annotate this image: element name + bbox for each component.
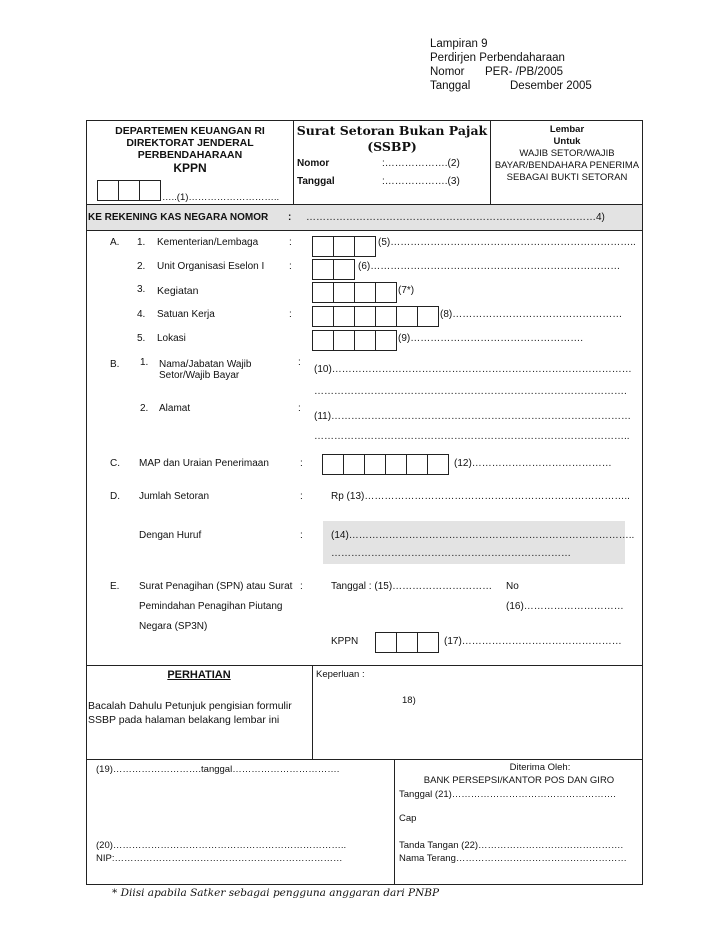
b2-label: Alamat	[159, 403, 191, 414]
a5-name-field: (9)…………………………………………….	[398, 333, 583, 344]
nomor-label: Nomor	[430, 66, 465, 78]
regulation-label: Perdirjen Perbendaharaan	[430, 52, 565, 64]
divider	[490, 120, 491, 204]
a4-name-field: (8)……………………………………………	[440, 309, 623, 320]
b1-number: 1.	[140, 357, 149, 368]
b1-name-field-line2: ………………………………………………………………………………….	[314, 386, 627, 397]
rekening-colon: :	[288, 212, 292, 223]
rekening-number-field: ……………………………………………………………………………4)	[306, 212, 605, 223]
d-huruf-field-line2: ………………………………………………………………	[331, 548, 571, 559]
form-subtitle: (SSBP)	[367, 139, 417, 154]
tanggal-value: Desember 2005	[510, 80, 592, 92]
perhatian-text-line2: SSBP pada halaman belakang lembar ini	[88, 714, 280, 726]
a1-colon: :	[289, 237, 292, 248]
divider	[86, 759, 643, 760]
divider	[394, 759, 395, 885]
a2-code-boxes[interactable]	[312, 259, 354, 279]
attachment-label: Lampiran 9	[430, 38, 488, 50]
perhatian-title: PERHATIAN	[167, 669, 231, 681]
a4-label: Satuan Kerja	[157, 309, 215, 320]
b1-label-line2: Setor/Wajib Bayar	[159, 370, 240, 381]
a1-name-field: (5)………………………………………………………………..	[378, 237, 636, 248]
divider	[86, 230, 643, 231]
b2-address-field: (11)………………………………………………………………………………	[314, 411, 632, 422]
b2-address-field-line2: …………………………………………………………………………………..	[314, 431, 630, 442]
e-colon: :	[300, 581, 303, 592]
e-no-field: (16)…………………………	[506, 601, 624, 612]
rekening-label: KE REKENING KAS NEGARA NOMOR	[88, 212, 269, 223]
e-label-line3: Negara (SP3N)	[139, 621, 208, 632]
a2-name-field: (6)…………………………………………………………………	[358, 261, 621, 272]
nomor-value: PER- /PB/2005	[485, 66, 563, 78]
keperluan-label: Keperluan :	[316, 669, 365, 680]
section-c-letter: C.	[110, 458, 120, 469]
e-kppn-code-boxes[interactable]	[375, 632, 438, 652]
b1-label-line1: Nama/Jabatan Wajib	[159, 359, 252, 370]
bank-signature-field: Tanda Tangan (22)……………………………………….	[399, 840, 624, 851]
a3-code-boxes[interactable]	[312, 282, 396, 302]
a2-label: Unit Organisasi Eselon I	[157, 261, 265, 272]
b2-colon: :	[298, 403, 301, 414]
e-no-label: No	[506, 581, 519, 592]
d-amount-field: Rp (13)……………………………………………………………………..	[331, 491, 630, 502]
bank-name-field: Nama Terang………………………………………………	[399, 853, 627, 864]
a3-note: (7*)	[398, 285, 415, 296]
kppn-code-boxes[interactable]	[97, 180, 160, 200]
depositor-signature-field: (20)………………………………………………………………..	[96, 840, 347, 851]
recipient-line-3: SEBAGAI BUKTI SETORAN	[506, 172, 628, 183]
depositor-nip-field: NIP:………………………………………………………………	[96, 853, 343, 864]
directorate-name: DIREKTORAT JENDERAL	[126, 137, 254, 149]
keperluan-note: 18)	[402, 695, 416, 706]
d-huruf-field: (14)…………………………………………………………………………..	[331, 530, 635, 541]
b1-colon: :	[298, 357, 301, 368]
depositor-place-date-field: (19)……………………….tanggal…………………………….	[96, 764, 340, 775]
e-label-line1: Surat Penagihan (SPN) atau Surat	[139, 581, 293, 592]
kppn-title: KPPN	[173, 161, 207, 175]
untuk-label: Untuk	[553, 136, 581, 147]
lembar-label: Lembar	[549, 124, 585, 135]
c-description-field: (12)……………………………………	[454, 458, 612, 469]
department-name: DEPARTEMEN KEUANGAN RI	[115, 125, 265, 137]
d-huruf-label: Dengan Huruf	[139, 530, 202, 541]
a3-label: Kegiatan	[157, 285, 199, 297]
section-e-letter: E.	[110, 581, 120, 592]
a4-colon: :	[289, 309, 292, 320]
cap-label: Cap	[399, 813, 417, 824]
a2-number: 2.	[137, 261, 146, 272]
b1-name-field: (10)………………………………………………………………………………	[314, 364, 632, 375]
bank-tanggal-field: Tanggal (21)…………………………………………….	[399, 789, 616, 800]
form-tanggal-field: :……………….(3)	[382, 176, 460, 187]
a1-number: 1.	[137, 237, 146, 248]
section-d-letter: D.	[110, 491, 120, 502]
recipient-line-1: WAJIB SETOR/WAJIB	[519, 148, 615, 159]
d-colon: :	[300, 491, 303, 502]
b2-number: 2.	[140, 403, 149, 414]
e-kppn-field: (17)…………………………………………	[444, 636, 622, 647]
a3-number: 3.	[137, 284, 146, 295]
form-nomor-field: :……………….(2)	[382, 158, 460, 169]
a5-number: 5.	[137, 333, 146, 344]
a5-code-boxes[interactable]	[312, 330, 396, 350]
diterima-label: Diterima Oleh:	[509, 762, 571, 773]
a1-label: Kementerian/Lembaga	[157, 237, 259, 248]
footnote: * Diisi apabila Satker sebagai pengguna anggaran dari PNBP	[112, 887, 440, 899]
d-label: Jumlah Setoran	[139, 491, 210, 502]
divider	[293, 120, 294, 204]
form-title: Surat Setoran Bukan Pajak	[296, 123, 488, 138]
e-label-line2: Pemindahan Penagihan Piutang	[139, 601, 283, 612]
e-tanggal-field: Tanggal : (15)…………………………	[331, 581, 493, 592]
c-map-code-boxes[interactable]	[322, 454, 448, 474]
kppn-code-field: …..(1)………………………..	[162, 192, 280, 203]
a1-code-boxes[interactable]	[312, 236, 375, 256]
a5-label: Lokasi	[157, 333, 186, 344]
perhatian-text-line1: Bacalah Dahulu Petunjuk pengisian formulir	[88, 700, 292, 712]
recipient-line-2: BAYAR/BENDAHARA PENERIMA	[494, 160, 640, 171]
divider	[312, 665, 313, 759]
d-huruf-colon: :	[300, 530, 303, 541]
form-tanggal-label: Tanggal	[297, 176, 335, 187]
tanggal-label: Tanggal	[430, 80, 471, 92]
a4-code-boxes[interactable]	[312, 306, 438, 326]
bank-label: BANK PERSEPSI/KANTOR POS DAN GIRO	[423, 775, 615, 786]
a4-number: 4.	[137, 309, 146, 320]
e-kppn-label: KPPN	[331, 636, 359, 647]
divider	[86, 665, 643, 666]
directorate-name-2: PERBENDAHARAAN	[137, 149, 243, 161]
a2-colon: :	[289, 261, 292, 272]
section-b-letter: B.	[110, 359, 120, 370]
section-a-letter: A.	[110, 237, 120, 248]
c-label: MAP dan Uraian Penerimaan	[139, 458, 269, 469]
form-nomor-label: Nomor	[297, 158, 330, 169]
c-colon: :	[300, 458, 303, 469]
